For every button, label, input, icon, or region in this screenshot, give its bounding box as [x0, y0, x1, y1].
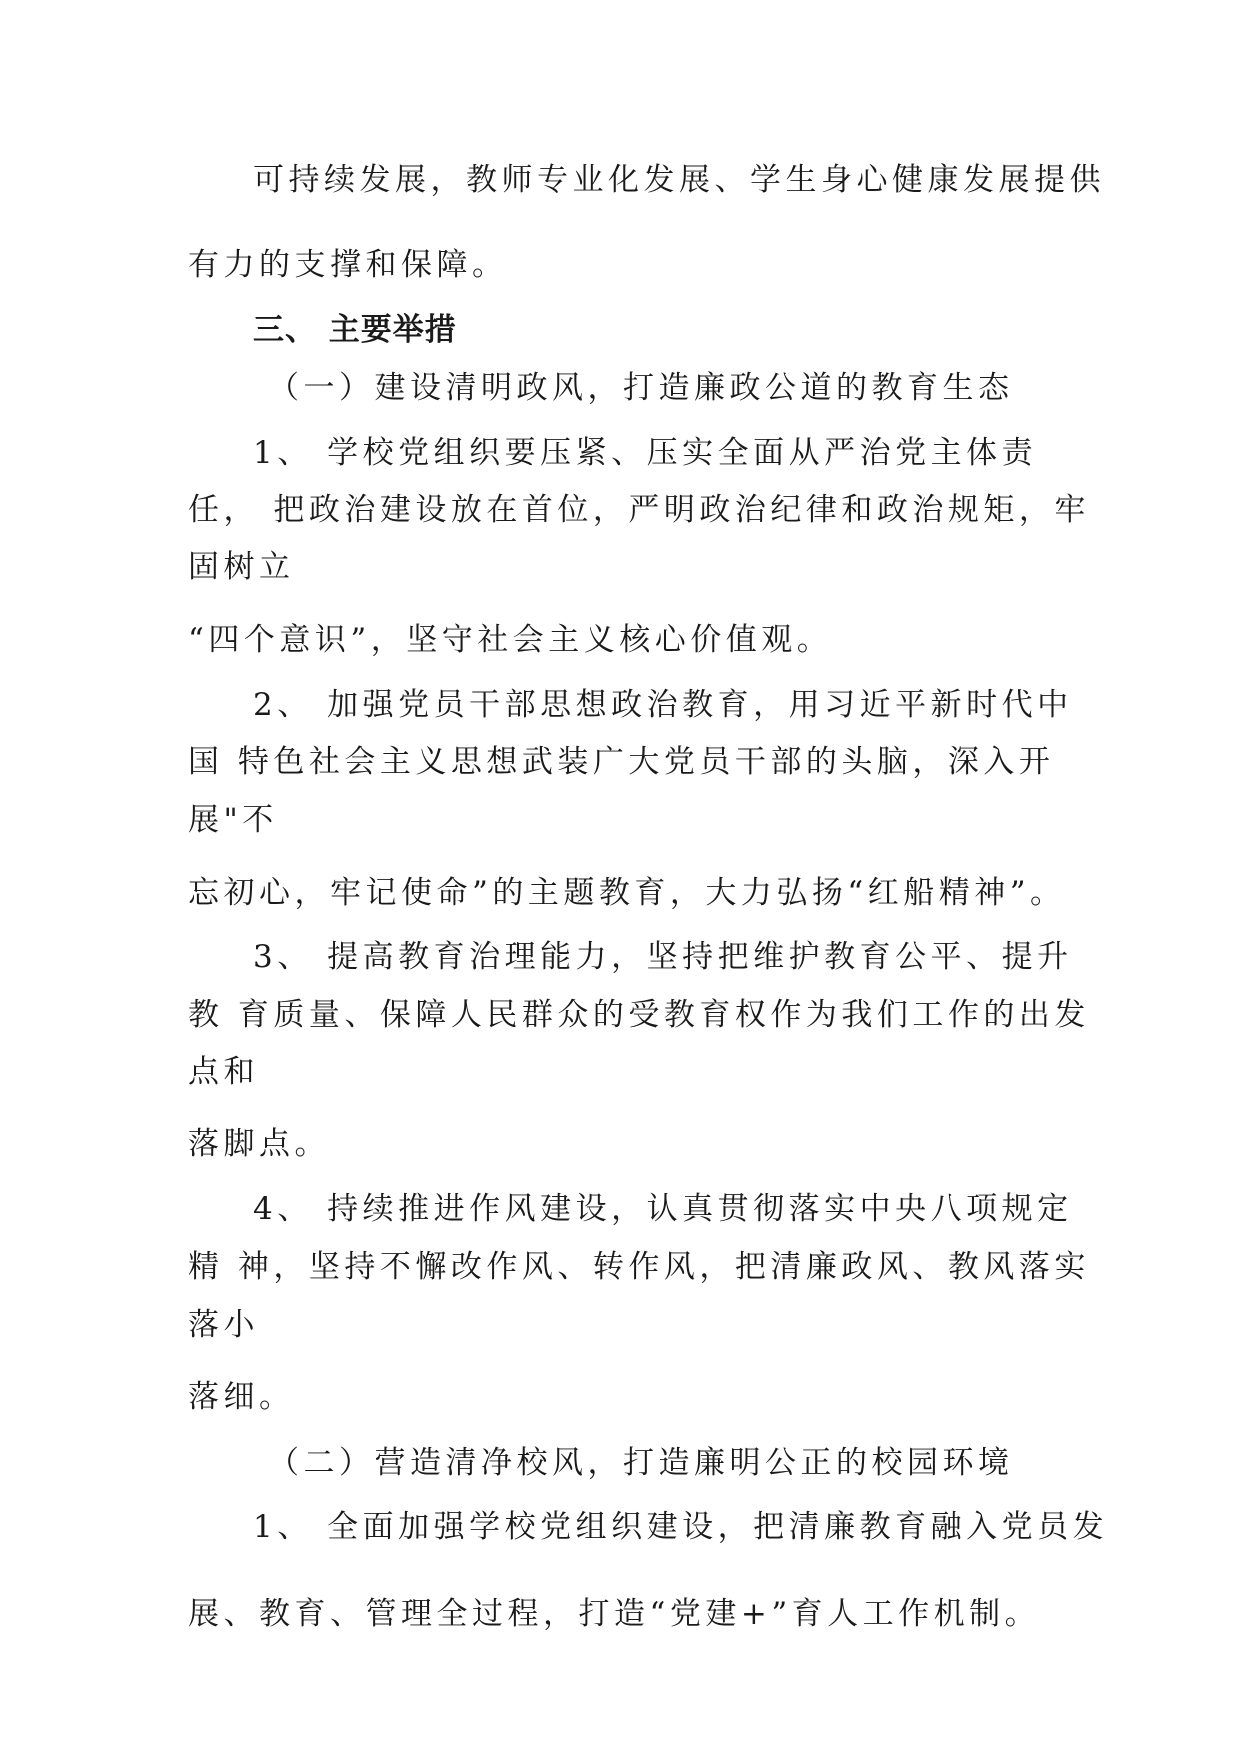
subsection-heading: （二）营造清净校风，打造廉明公正的校园环境	[268, 1445, 1014, 1481]
paragraph-line: 忘初心，牢记使命”的主题教育，大力弘扬“红船精神”。	[188, 875, 1066, 911]
paragraph-line: 落细。	[188, 1379, 295, 1415]
paragraph-line: “四个意识”，坚守社会主义核心价值观。	[188, 622, 833, 658]
paragraph-line: 展"不	[188, 802, 278, 838]
paragraph-line: 落小	[188, 1307, 259, 1343]
paragraph-line: 2、 加强党员干部思想政治教育，用习近平新时代中	[253, 687, 1073, 723]
subsection-heading: （一）建设清明政风，打造廉政公道的教育生态	[268, 370, 1014, 406]
paragraph-line: 点和	[188, 1054, 259, 1090]
paragraph-line: 有力的支撑和保障。	[188, 247, 508, 283]
paragraph-line: 教 育质量、保障人民群众的受教育权作为我们工作的出发	[188, 997, 1090, 1033]
paragraph-line: 固树立	[188, 549, 295, 585]
paragraph-line: 可持续发展，教师专业化发展、学生身心健康发展提供	[253, 162, 1105, 198]
paragraph-line: 1、 学校党组织要压紧、压实全面从严治党主体责	[253, 435, 1038, 471]
paragraph-line: 展、教育、管理全过程，打造“党建+”育人工作机制。	[188, 1596, 1041, 1632]
paragraph-line: 落脚点。	[188, 1126, 330, 1162]
paragraph-line: 4、 持续推进作风建设，认真贯彻落实中央八项规定	[253, 1191, 1073, 1227]
section-heading: 三、 主要举措	[253, 312, 457, 348]
paragraph-line: 1、 全面加强学校党组织建设，把清廉教育融入党员发	[253, 1509, 1109, 1545]
paragraph-line: 精 神，坚持不懈改作风、转作风，把清廉政风、教风落实	[188, 1249, 1090, 1285]
paragraph-line: 任， 把政治建设放在首位，严明政治纪律和政治规矩，牢	[188, 492, 1090, 528]
paragraph-line: 3、 提高教育治理能力，坚持把维护教育公平、提升	[253, 939, 1073, 975]
paragraph-line: 国 特色社会主义思想武装广大党员干部的头脑，深入开	[188, 744, 1055, 780]
